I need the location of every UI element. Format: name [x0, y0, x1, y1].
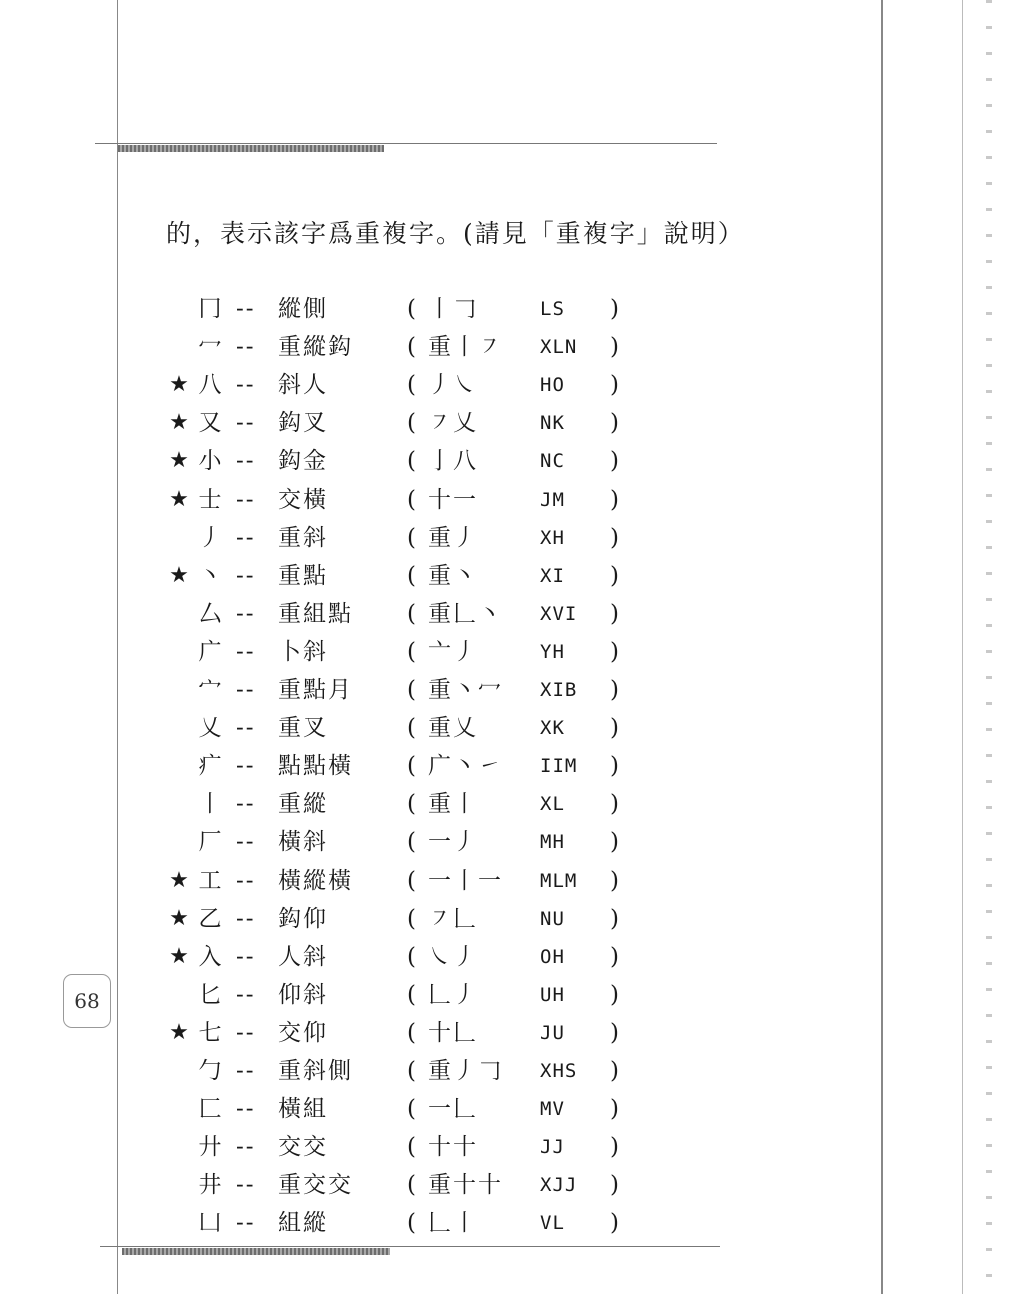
table-row — [0, 938, 700, 976]
input-code: LS — [540, 298, 565, 320]
star-marker: ★ — [169, 410, 189, 436]
input-code: JU — [540, 1021, 565, 1044]
input-code: XHS — [540, 1060, 578, 1082]
stroke-name: 鈎叉 — [278, 410, 328, 437]
separator-dash: -- — [236, 486, 256, 513]
stroke-sequence: 亠丿 — [428, 638, 478, 665]
separator-dash: -- — [236, 1210, 256, 1237]
stroke-sequence: 重丿 — [428, 524, 478, 551]
stroke-name: 卜斜 — [278, 638, 328, 665]
radical-char: 八 — [198, 372, 222, 399]
input-code: NK — [540, 412, 565, 435]
table-row — [0, 900, 700, 938]
right-paren: ) — [610, 905, 619, 932]
page-number: 68 — [63, 974, 111, 1028]
top-rule-bar — [118, 145, 384, 152]
input-code: JM — [540, 488, 565, 511]
stroke-name: 斜人 — [278, 372, 328, 399]
table-row — [0, 823, 700, 861]
left-paren: ( — [407, 1058, 416, 1084]
separator-dash: -- — [236, 715, 256, 742]
stroke-name: 橫組 — [278, 1096, 328, 1123]
table-row — [0, 747, 700, 785]
table-row — [0, 328, 700, 366]
separator-dash: -- — [236, 1058, 256, 1084]
input-code: IIM — [540, 755, 578, 778]
binding-dots — [986, 0, 992, 1294]
table-row — [0, 366, 700, 404]
star-marker: ★ — [169, 562, 189, 588]
bottom-rule — [100, 1246, 720, 1247]
input-code: XI — [540, 564, 565, 587]
left-paren: ( — [407, 524, 416, 551]
left-paren: ( — [407, 296, 416, 322]
radical-char: 冂 — [198, 296, 222, 322]
stroke-sequence: 丨𠃌 — [428, 296, 478, 322]
left-paren: ( — [407, 372, 416, 399]
left-paren: ( — [407, 715, 416, 742]
input-code: XJJ — [540, 1174, 578, 1197]
stroke-sequence: 重十十 — [428, 1172, 503, 1199]
right-paren: ) — [610, 1058, 619, 1084]
radical-char: 入 — [198, 943, 222, 970]
separator-dash: -- — [236, 943, 256, 970]
radical-char: 厂 — [198, 829, 222, 856]
separator-dash: -- — [236, 524, 256, 551]
separator-dash: -- — [236, 791, 256, 818]
stroke-name: 橫斜 — [278, 829, 328, 856]
stroke-name: 人斜 — [278, 943, 328, 970]
stroke-sequence: 一𠃊 — [428, 1096, 478, 1123]
stroke-sequence: 一丨一 — [428, 867, 503, 894]
stroke-sequence: 重丶冖 — [428, 677, 503, 703]
left-paren: ( — [407, 1172, 416, 1199]
star-marker: ★ — [169, 448, 189, 474]
input-code: MLM — [540, 869, 578, 892]
table-row — [0, 709, 700, 747]
table-row — [0, 404, 700, 442]
separator-dash: -- — [236, 296, 256, 322]
right-paren: ) — [610, 448, 619, 475]
table-row — [0, 557, 700, 595]
stroke-name: 點點橫 — [278, 753, 353, 780]
separator-dash: -- — [236, 981, 256, 1008]
input-code: MV — [540, 1098, 565, 1121]
right-paren: ) — [610, 372, 619, 399]
left-paren: ( — [407, 410, 416, 437]
table-row — [0, 633, 700, 671]
bottom-rule-bar — [122, 1248, 390, 1255]
input-code: NU — [540, 907, 565, 930]
separator-dash: -- — [236, 372, 256, 399]
table-row — [0, 290, 700, 328]
right-paren: ) — [610, 638, 619, 665]
radical-char: 又 — [198, 410, 222, 437]
right-paren: ) — [610, 296, 619, 322]
left-paren: ( — [407, 867, 416, 894]
stroke-name: 重點月 — [278, 677, 353, 703]
stroke-sequence: 重𠃊丶 — [428, 600, 503, 627]
input-code: XH — [540, 526, 565, 549]
input-code: XL — [540, 793, 565, 816]
stroke-sequence: ㇇𠃊 — [428, 905, 478, 932]
table-row — [0, 519, 700, 557]
stroke-sequence: 𠃊丨 — [428, 1210, 478, 1237]
right-paren: ) — [610, 1019, 619, 1046]
radical-char: 疒 — [198, 753, 222, 780]
right-paren: ) — [610, 829, 619, 856]
left-paren: ( — [407, 905, 416, 932]
stroke-name: 重斜 — [278, 524, 328, 551]
radical-char: 勹 — [198, 1058, 222, 1084]
right-paren: ) — [610, 1210, 619, 1237]
radical-char: 冖 — [198, 334, 222, 361]
separator-dash: -- — [236, 1134, 256, 1161]
input-code: XK — [540, 717, 565, 740]
stroke-name: 重交交 — [278, 1172, 353, 1199]
right-paren: ) — [610, 524, 619, 551]
stroke-name: 重縱 — [278, 791, 328, 818]
left-paren: ( — [407, 829, 416, 856]
stroke-name: 橫縱橫 — [278, 867, 353, 894]
input-code: YH — [540, 640, 565, 663]
separator-dash: -- — [236, 677, 256, 703]
star-marker: ★ — [169, 1019, 189, 1045]
right-paren: ) — [610, 600, 619, 627]
right-paren: ) — [610, 410, 619, 437]
input-code: NC — [540, 450, 565, 473]
stroke-name: 重點 — [278, 562, 328, 589]
stroke-sequence: 广丶㇀ — [428, 753, 503, 780]
stroke-name: 重組點 — [278, 600, 353, 627]
left-paren: ( — [407, 677, 416, 703]
left-paren: ( — [407, 562, 416, 589]
left-paren: ( — [407, 486, 416, 513]
stroke-sequence: 重乂 — [428, 715, 478, 742]
input-code: XIB — [540, 679, 578, 701]
left-paren: ( — [407, 753, 416, 780]
separator-dash: -- — [236, 905, 256, 932]
input-code: OH — [540, 945, 565, 968]
separator-dash: -- — [236, 1096, 256, 1123]
separator-dash: -- — [236, 334, 256, 361]
star-marker: ★ — [169, 486, 189, 512]
radical-char: 丶 — [198, 562, 222, 589]
left-paren: ( — [407, 791, 416, 818]
radical-char: 士 — [198, 486, 222, 513]
stroke-sequence: 丿㇏ — [428, 372, 478, 399]
left-paren: ( — [407, 1096, 416, 1123]
table-row — [0, 1052, 700, 1090]
radical-char: 丨 — [198, 791, 222, 818]
radical-char: 小 — [198, 448, 222, 475]
stroke-name: 鈎仰 — [278, 905, 328, 932]
input-code: XLN — [540, 336, 578, 359]
stroke-sequence: 十𠃊 — [428, 1019, 478, 1046]
stroke-name: 重斜側 — [278, 1058, 353, 1084]
stroke-sequence: ㇏丿 — [428, 943, 478, 970]
input-code: VL — [540, 1212, 565, 1235]
right-paren: ) — [610, 334, 619, 361]
stroke-name: 縱側 — [278, 296, 328, 322]
left-paren: ( — [407, 1210, 416, 1237]
right-paren: ) — [610, 715, 619, 742]
radical-char: 匚 — [198, 1096, 222, 1123]
stroke-name: 重縱鈎 — [278, 334, 353, 361]
left-paren: ( — [407, 981, 416, 1008]
table-row — [0, 1204, 700, 1242]
left-paren: ( — [407, 943, 416, 970]
stroke-sequence: 重丶 — [428, 562, 478, 589]
stroke-name: 鈎金 — [278, 448, 328, 475]
table-row — [0, 785, 700, 823]
right-paren: ) — [610, 753, 619, 780]
left-paren: ( — [407, 600, 416, 627]
radical-char: 乂 — [198, 715, 222, 742]
intro-text: 的，表示該字爲重複字。(請見「重複字」說明） — [166, 219, 745, 248]
separator-dash: -- — [236, 562, 256, 589]
table-row — [0, 1166, 700, 1204]
right-paren: ) — [610, 677, 619, 703]
star-marker: ★ — [169, 905, 189, 931]
left-paren: ( — [407, 1134, 416, 1161]
stroke-sequence: 𠃊丿 — [428, 981, 478, 1008]
table-row — [0, 671, 700, 709]
radical-char: 廾 — [198, 1134, 222, 1161]
stroke-sequence: ㇇乂 — [428, 410, 478, 437]
input-code: HO — [540, 374, 565, 397]
separator-dash: -- — [236, 638, 256, 665]
left-paren: ( — [407, 1019, 416, 1046]
left-paren: ( — [407, 448, 416, 475]
stroke-sequence: 十十 — [428, 1134, 478, 1161]
table-row — [0, 442, 700, 480]
star-marker: ★ — [169, 943, 189, 969]
stroke-name: 重叉 — [278, 715, 328, 742]
input-code: UH — [540, 983, 565, 1006]
stroke-name: 交仰 — [278, 1019, 328, 1046]
input-code: XVI — [540, 602, 578, 625]
left-paren: ( — [407, 334, 416, 361]
separator-dash: -- — [236, 753, 256, 780]
radical-char: 广 — [198, 638, 222, 665]
stroke-name: 組縱 — [278, 1210, 328, 1237]
right-paren: ) — [610, 867, 619, 894]
radical-char: 厶 — [198, 600, 222, 627]
radical-char: 井 — [198, 1172, 222, 1199]
separator-dash: -- — [236, 1019, 256, 1046]
star-marker: ★ — [169, 867, 189, 893]
radical-char: 七 — [198, 1019, 222, 1046]
radical-char: 凵 — [198, 1210, 222, 1237]
stroke-name: 交交 — [278, 1134, 328, 1161]
stroke-name: 仰斜 — [278, 981, 328, 1008]
stroke-sequence: 十一 — [428, 486, 478, 513]
stroke-sequence: 重丿𠃌 — [428, 1058, 503, 1084]
separator-dash: -- — [236, 600, 256, 627]
radical-char: 匕 — [198, 981, 222, 1008]
right-paren: ) — [610, 1134, 619, 1161]
stroke-sequence: 重丨 — [428, 791, 478, 818]
right-paren: ) — [610, 562, 619, 589]
input-code: MH — [540, 831, 565, 854]
right-paren: ) — [610, 981, 619, 1008]
radical-char: 乙 — [198, 905, 222, 932]
separator-dash: -- — [236, 1172, 256, 1199]
table-row — [0, 1128, 700, 1166]
table-row — [0, 862, 700, 900]
table-row — [0, 595, 700, 633]
radical-char: 丿 — [198, 524, 222, 551]
right-margin-line — [881, 0, 883, 1294]
left-paren: ( — [407, 638, 416, 665]
star-marker: ★ — [169, 372, 189, 398]
stroke-sequence: 亅八 — [428, 448, 478, 475]
radical-char: 宀 — [198, 677, 222, 703]
input-code: JJ — [540, 1136, 565, 1159]
table-row — [0, 481, 700, 519]
separator-dash: -- — [236, 829, 256, 856]
top-rule — [95, 143, 717, 144]
separator-dash: -- — [236, 410, 256, 437]
separator-dash: -- — [236, 867, 256, 894]
right-paren: ) — [610, 943, 619, 970]
right-paren: ) — [610, 1096, 619, 1123]
stroke-name: 交橫 — [278, 486, 328, 513]
separator-dash: -- — [236, 448, 256, 475]
stroke-sequence: 重丨㇇ — [428, 334, 503, 361]
radical-char: 工 — [198, 867, 222, 894]
right-paren: ) — [610, 791, 619, 818]
stroke-sequence: 一丿 — [428, 829, 478, 856]
table-row — [0, 1090, 700, 1128]
right-paren: ) — [610, 486, 619, 513]
right-paren: ) — [610, 1172, 619, 1199]
page-edge-line — [962, 0, 963, 1294]
